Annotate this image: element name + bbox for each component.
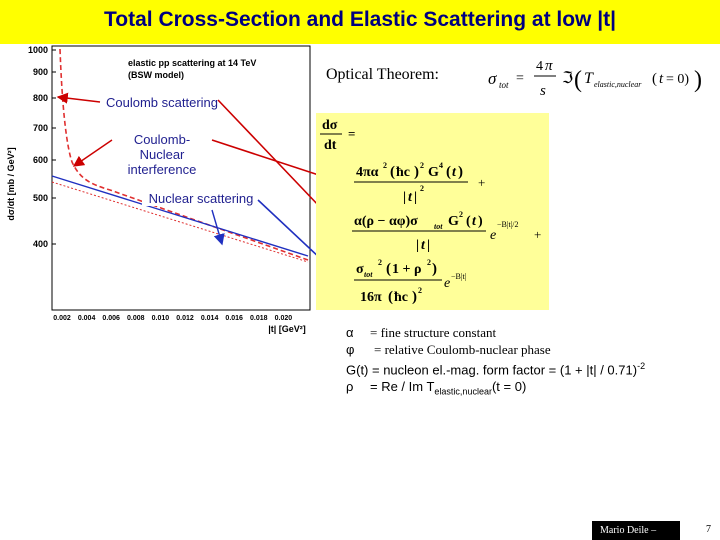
svg-text:tot: tot [364,270,373,279]
svg-text:−B|t|/2: −B|t|/2 [497,220,519,229]
svg-text:=: = [348,126,356,141]
callout-coulomb: Coulomb scattering [100,95,224,110]
callout-interference: Coulomb-Nuclear interference [112,132,212,177]
svg-text:2: 2 [420,184,424,193]
svg-text:elastic,nuclear: elastic,nuclear [594,80,642,89]
x-tick-label: 0.020 [274,315,293,322]
svg-text:2: 2 [418,286,422,295]
svg-text:|: | [416,238,420,253]
svg-text:(: ( [446,164,451,180]
svg-text:tot: tot [499,80,509,90]
svg-text:α(ρ − αφ)σ: α(ρ − αφ)σ [354,214,418,229]
x-tick-label: 0.010 [151,315,170,322]
legend-g: G(t) = nucleon el.-mag. form factor = $(1 + |t| / 0.71)^{-2}$ [346,361,646,378]
svg-text:π: π [545,58,553,74]
svg-text:(: ( [574,67,582,93]
y-tick-label: 400 [32,239,48,249]
svg-text:(: ( [390,164,395,180]
svg-text:): ) [432,261,437,277]
svg-text:|: | [414,190,418,205]
differential-cross-section-formula [316,113,552,313]
y-tick-label: 800 [32,93,48,103]
slide-title: Total Cross-Section and Elastic Scattering at low |t| [104,8,616,31]
svg-text:T: T [584,70,593,87]
legend-rho: ρ = Re / Im $T_{elastic,nuclear}(t = 0)$ [346,379,527,397]
svg-text:4πα: 4πα [356,165,379,180]
legend-phi: φ = relative Coulomb-nuclear phase [346,342,551,357]
svg-text:4: 4 [439,161,443,170]
arrow-interference [74,140,112,166]
svg-text:dt: dt [324,138,337,153]
svg-text:=: = [516,71,524,86]
page-number: 7 [706,524,711,535]
optical-theorem-label: Optical Theorem: [326,66,439,83]
svg-text:): ) [458,164,463,180]
plot-annotation-line1: elastic pp scattering at 14 TeV [128,58,257,68]
svg-text:2: 2 [420,161,424,170]
y-tick-label: 600 [32,155,48,165]
svg-text:(: ( [386,261,391,277]
svg-text:): ) [478,214,483,229]
svg-text:): ) [412,289,417,305]
svg-text:t: t [472,214,476,229]
svg-text:16π: 16π [360,290,382,305]
x-tick-label: 0.014 [200,315,219,322]
y-tick-label: 900 [32,67,48,77]
svg-text:2: 2 [378,258,382,267]
plot-annotation-line2: (BSW model) [128,70,184,80]
svg-text:|: | [427,238,431,253]
svg-text:2: 2 [459,210,463,219]
svg-text:|: | [403,190,407,205]
footer-author: Mario Deile – [592,521,680,540]
svg-text:G: G [448,214,459,229]
svg-text:s: s [540,83,546,99]
svg-text:ħc: ħc [394,290,408,305]
svg-text:ħc: ħc [396,165,410,180]
x-tick-label: 0.018 [250,315,268,322]
svg-text:e: e [490,228,497,243]
svg-text:t: t [421,238,425,253]
svg-text:(: ( [466,214,471,229]
svg-text:G: G [428,165,439,180]
svg-text:2: 2 [383,161,387,170]
x-tick-label: 0.006 [102,315,120,322]
optical-theorem-formula [484,50,704,106]
svg-text:): ) [414,164,419,180]
svg-text:t: t [408,190,412,205]
svg-text:e: e [444,276,451,291]
arrow-coulomb [58,97,100,102]
svg-text:): ) [694,67,702,93]
y-tick-label: 500 [32,193,48,203]
svg-text:+: + [478,175,486,190]
x-tick-label: 0.012 [176,315,194,322]
callout-nuclear: Nuclear scattering [142,191,260,206]
svg-text:ℑ: ℑ [562,70,574,87]
symbol-legend [346,324,645,401]
x-axis-label: |t| [GeV²] [268,324,306,334]
svg-text:t: t [452,165,456,180]
legend-alpha: α = fine structure constant [346,325,497,340]
x-tick-label: 0.002 [53,315,71,322]
svg-text:= 0): = 0) [666,72,690,87]
svg-text:σ: σ [488,69,497,88]
arrow-nuclear-plot [212,210,222,244]
x-tick-label: 0.004 [77,315,96,322]
svg-text:t: t [659,71,664,87]
svg-text:+: + [534,227,542,242]
svg-text:dσ: dσ [322,118,338,133]
svg-text:(: ( [388,289,393,305]
svg-text:4: 4 [536,59,543,74]
svg-text:1 + ρ: 1 + ρ [392,262,422,277]
y-tick-label: 1000 [27,45,48,55]
svg-text:−B|t|: −B|t| [451,272,467,281]
y-tick-label: 700 [32,123,48,133]
svg-text:2: 2 [427,258,431,267]
y-axis-label: dσ/dt [mb / GeV²] [6,147,16,221]
svg-text:σ: σ [356,262,364,277]
x-tick-label: 0.008 [127,315,145,322]
svg-text:(: ( [652,71,657,87]
svg-text:tot: tot [434,222,443,231]
x-tick-label: 0.016 [225,315,243,322]
